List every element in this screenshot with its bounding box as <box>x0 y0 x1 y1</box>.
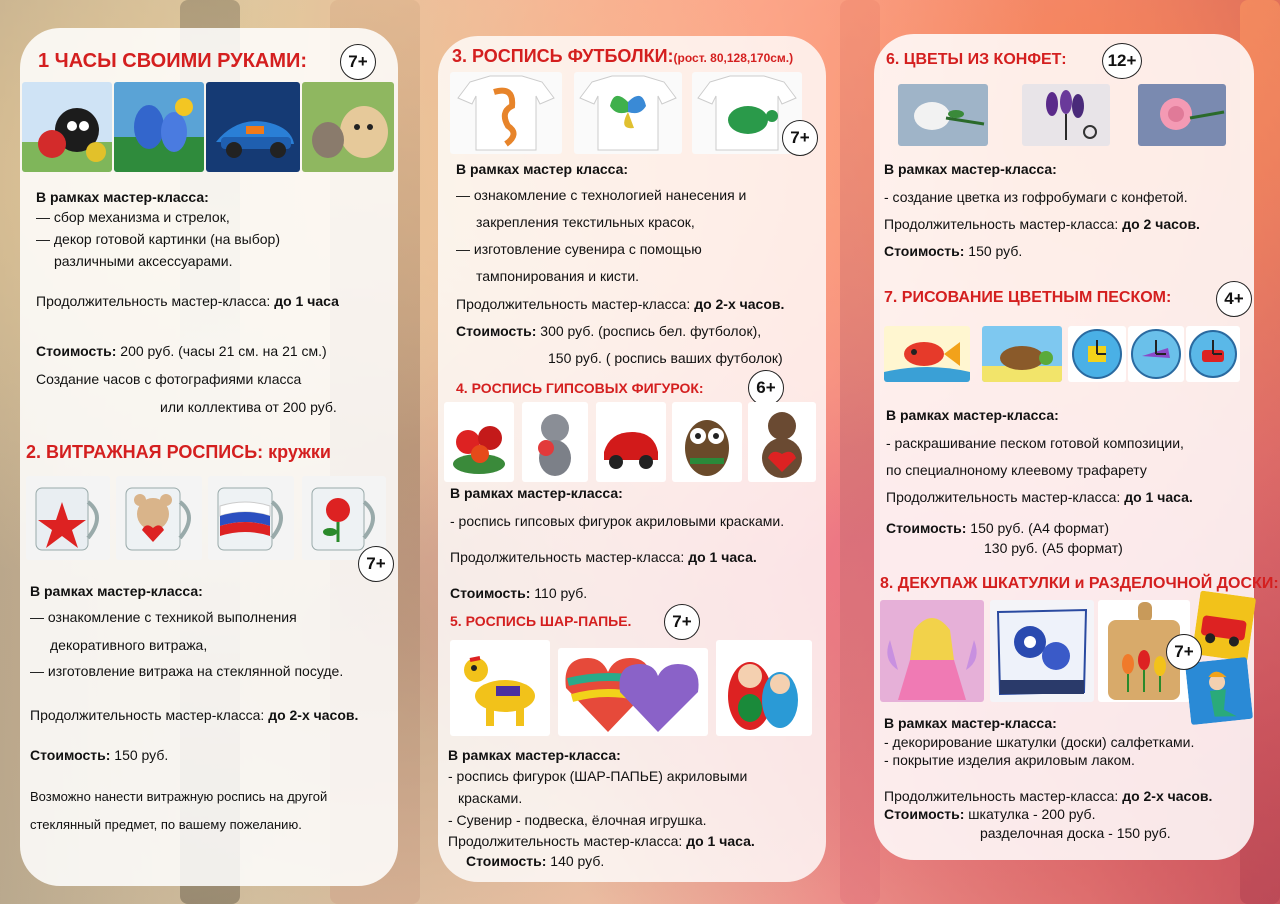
pink-candy-flower-photo <box>1138 84 1226 146</box>
plaster-teddy-photo <box>522 402 588 482</box>
section-4-age-badge: 6+ <box>748 370 784 406</box>
plaster-bear-heart-photo <box>748 402 816 482</box>
section-4-title: 4. РОСПИСЬ ГИПСОВЫХ ФИГУРОК: <box>456 380 704 396</box>
section-6-duration: Продолжительность мастер-класса: до 2 часов. <box>884 216 1200 232</box>
section-3-age-badge: 7+ <box>782 120 818 156</box>
section-7-title: 7. РИСОВАНИЕ ЦВЕТНЫМ ПЕСКОМ: <box>884 289 1172 306</box>
papier-mache-hearts-photo <box>558 648 708 736</box>
section-3-cost: Стоимость: 300 руб. (роспись бел. футболок), <box>456 323 762 339</box>
section-8-frame-label: В рамках мастер-класса: <box>884 715 1057 731</box>
plaster-car-photo <box>596 402 666 482</box>
section-6-title: 6. ЦВЕТЫ ИЗ КОНФЕТ: <box>886 51 1067 68</box>
section-5-title: 5. РОСПИСЬ ШАР-ПАПЬЕ. <box>450 613 632 629</box>
section-1-extra: или коллектива от 200 руб. <box>160 399 337 415</box>
sand-art-fish-photo <box>884 326 970 382</box>
section-2-item: декоративного витража, <box>50 637 208 653</box>
section-8-duration: Продолжительность мастер-класса: до 2-х часов. <box>884 788 1213 804</box>
sand-art-clock-3-photo <box>1186 326 1240 382</box>
section-5-item: красками. <box>458 790 523 806</box>
section-5-age-badge: 7+ <box>664 604 700 640</box>
bear-mug-photo <box>116 476 202 560</box>
sand-art-turtle-photo <box>982 326 1062 382</box>
section-1-duration: Продолжительность мастер-класса: до 1 часа <box>36 293 339 309</box>
section-7-frame-label: В рамках мастер-класса: <box>886 407 1059 423</box>
section-4-cost: Стоимость: 110 руб. <box>450 585 588 601</box>
section-3-duration: Продолжительность мастер-класса: до 2-х часов. <box>456 296 785 312</box>
section-3-item: закрепления текстильных красок, <box>476 214 695 230</box>
section-8-item: - покрытие изделия акриловым лаком. <box>884 752 1135 768</box>
section-5-frame-label: В рамках мастер-класса: <box>448 747 621 763</box>
section-2-note: стеклянный предмет, по вашему пожеланию. <box>30 817 302 832</box>
section-2-cost: Стоимость: 150 руб. <box>30 747 169 763</box>
section-4-frame-label: В рамках мастер-класса: <box>450 485 623 501</box>
section-5-item: - роспись фигурок (ШАР-ПАПЬЕ) акриловыми <box>448 768 748 784</box>
butterfly-tshirt-photo <box>574 72 682 154</box>
section-2-duration: Продолжительность мастер-класса: до 2-х часов. <box>30 707 359 723</box>
rio-clock-photo <box>114 82 204 172</box>
section-7-cost-2: 130 руб. (А5 формат) <box>984 540 1123 556</box>
section-6-age-badge: 12+ <box>1102 43 1142 79</box>
section-1-cost: Стоимость: 200 руб. (часы 21 см. на 21 см.) <box>36 343 327 359</box>
section-7-cost: Стоимость: 150 руб. (А4 формат) <box>886 520 1110 536</box>
white-candy-flower-photo <box>898 84 988 146</box>
section-1-extra: Создание часов с фотографиями класса <box>36 371 302 387</box>
section-8-item: - декорирование шкатулки (доски) салфетками. <box>884 734 1195 750</box>
section-1-age-badge: 7+ <box>340 44 376 80</box>
section-7-item: по специалноному клеевому трафарету <box>886 462 1147 478</box>
puppy-kitten-clock-photo <box>302 82 394 172</box>
purple-candy-flowers-photo <box>1022 84 1110 146</box>
section-7-duration: Продолжительность мастер-класса: до 1 часа. <box>886 489 1193 505</box>
plaster-owl-photo <box>672 402 742 482</box>
section-8-age-badge: 7+ <box>1166 634 1202 670</box>
section-5-cost: Стоимость: 140 руб. <box>466 853 605 869</box>
section-1-frame-label: В рамках мастер-класса: <box>36 189 209 205</box>
section-2-item: — изготовление витража на стеклянной посуде. <box>30 663 344 679</box>
star-mug-photo <box>26 476 110 560</box>
sand-art-clock-2-photo <box>1128 326 1184 382</box>
section-2-frame-label: В рамках мастер-класса: <box>30 583 203 599</box>
section-3-title: 3. РОСПИСЬ ФУТБОЛКИ:(рост. 80,128,170см.) <box>452 46 794 66</box>
section-8-title: 8. ДЕКУПАЖ ШКАТУЛКИ и РАЗДЕЛОЧНОЙ ДОСКИ: <box>880 575 1279 592</box>
decoupage-gzhel-box-photo <box>990 600 1094 702</box>
section-8-cost-2: разделочная доска - 150 руб. <box>980 825 1171 841</box>
section-5-duration: Продолжительность мастер-класса: до 1 часа. <box>448 833 755 849</box>
plaster-flowers-photo <box>444 402 514 482</box>
papier-mache-matryoshka-photo <box>716 640 812 736</box>
section-7-age-badge: 4+ <box>1216 281 1252 317</box>
section-1-item: — сбор механизма и стрелок, <box>36 209 230 225</box>
section-3-item: — ознакомление с технологией нанесения и <box>456 187 747 203</box>
section-6-item: - создание цветка из гофробумаги с конфетой. <box>884 189 1188 205</box>
section-3-cost-2: 150 руб. ( роспись ваших футболок) <box>548 350 783 366</box>
section-3-frame-label: В рамках мастер класса: <box>456 161 629 177</box>
russian-flag-mug-photo <box>208 476 294 560</box>
sand-art-clock-1-photo <box>1068 326 1126 382</box>
race-car-clock-photo <box>206 82 300 172</box>
section-5-item: - Сувенир - подвеска, ёлочная игрушка. <box>448 812 707 828</box>
swirl-tshirt-photo <box>450 72 562 154</box>
section-8-cost: Стоимость: шкатулка - 200 руб. <box>884 806 1096 822</box>
angry-birds-clock-photo <box>22 82 112 172</box>
section-6-frame-label: В рамках мастер-класса: <box>884 161 1057 177</box>
section-2-title: 2. ВИТРАЖНАЯ РОСПИСЬ: кружки <box>26 442 331 462</box>
decoupage-princess-box-photo <box>880 600 984 702</box>
section-2-age-badge: 7+ <box>358 546 394 582</box>
section-3-item: тампонирования и кисти. <box>476 268 640 284</box>
section-1-title: 1 ЧАСЫ СВОИМИ РУКАМИ: <box>38 50 308 72</box>
section-1-item: различными аксессуарами. <box>54 253 233 269</box>
section-4-item: - роспись гипсовых фигурок акриловыми красками. <box>450 513 785 529</box>
section-1-item: — декор готовой картинки (на выбор) <box>36 231 281 247</box>
decoupage-mermaid-card-photo <box>1185 657 1253 725</box>
section-7-item: - раскрашивание песком готовой композиции, <box>886 435 1184 451</box>
section-2-item: — ознакомление с техникой выполнения <box>30 609 297 625</box>
papier-mache-horse-photo <box>450 640 550 736</box>
section-3-item: — изготовление сувенира с помощью <box>456 241 702 257</box>
section-2-note: Возможно нанести витражную роспись на другой <box>30 789 328 804</box>
section-4-duration: Продолжительность мастер-класса: до 1 часа. <box>450 549 757 565</box>
section-6-cost: Стоимость: 150 руб. <box>884 243 1023 259</box>
